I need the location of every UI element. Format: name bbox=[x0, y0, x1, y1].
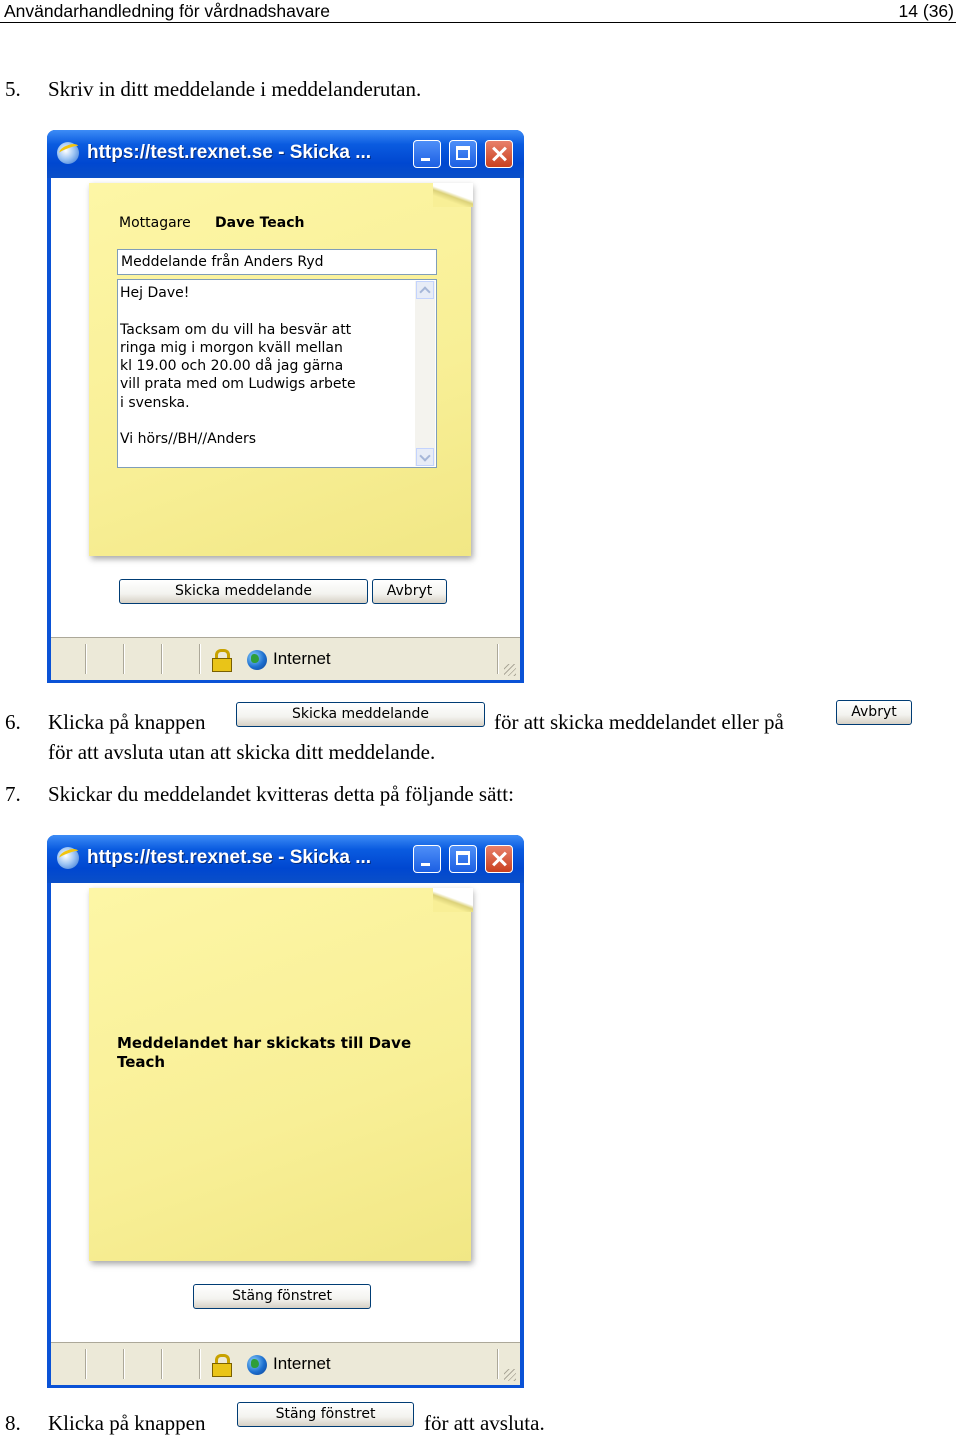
window-content bbox=[51, 883, 520, 1342]
window-title: https://test.rexnet.se - Skicka ... bbox=[87, 847, 372, 868]
status-bar bbox=[51, 637, 520, 680]
lock-icon bbox=[211, 1354, 231, 1374]
scroll-up-icon[interactable] bbox=[416, 281, 434, 299]
close-button[interactable] bbox=[485, 140, 513, 168]
send-message-button[interactable]: Skicka meddelande bbox=[119, 579, 368, 604]
subject-input[interactable]: Meddelande från Anders Ryd bbox=[117, 249, 437, 275]
step-7-number: 7. bbox=[5, 782, 21, 806]
resize-grip-icon[interactable] bbox=[504, 1369, 516, 1381]
step-5-text: Skriv in ditt meddelande i meddelanderutan. bbox=[48, 77, 422, 101]
cancel-button-inline: Avbryt bbox=[836, 700, 912, 725]
page-number: 14 (36) bbox=[898, 1, 954, 21]
step-6-text-b: för att skicka meddelandet eller på bbox=[494, 710, 784, 734]
sent-confirmation-text: Meddelandet har skickats till Dave Teach bbox=[117, 1034, 412, 1071]
send-message-button-inline: Skicka meddelande bbox=[236, 702, 485, 727]
sticky-note bbox=[89, 183, 471, 556]
globe-icon bbox=[247, 650, 267, 670]
page-header bbox=[0, 0, 956, 23]
minimize-button[interactable] bbox=[413, 140, 441, 168]
maximize-button[interactable] bbox=[449, 845, 477, 873]
step-8-text-b: för att avsluta. bbox=[424, 1411, 545, 1435]
close-window-button-inline: Stäng fönstret bbox=[237, 1402, 414, 1427]
lock-icon bbox=[211, 649, 231, 669]
zone-label: Internet bbox=[273, 649, 331, 668]
title-bar[interactable] bbox=[47, 835, 524, 883]
recipient-label: Mottagare bbox=[119, 215, 191, 231]
step-5-number: 5. bbox=[5, 77, 21, 101]
recipient-name: Dave Teach bbox=[215, 215, 305, 231]
close-button[interactable] bbox=[485, 845, 513, 873]
ie-icon bbox=[57, 142, 79, 164]
step-8-text-a: Klicka på knappen bbox=[48, 1411, 206, 1435]
step-6-number: 6. bbox=[5, 710, 21, 734]
message-textarea[interactable] bbox=[117, 279, 437, 468]
window-content bbox=[51, 178, 520, 637]
step-6-text-c: för att avsluta utan att skicka ditt meddelande. bbox=[48, 740, 436, 764]
step-6-text-a: Klicka på knappen bbox=[48, 710, 206, 734]
window-title: https://test.rexnet.se - Skicka ... bbox=[87, 142, 372, 163]
title-bar[interactable] bbox=[47, 130, 524, 178]
document-title: Användarhandledning för vårdnadshavare bbox=[4, 1, 330, 21]
scroll-down-icon[interactable] bbox=[416, 448, 434, 466]
globe-icon bbox=[247, 1355, 267, 1375]
step-7-text: Skickar du meddelandet kvitteras detta på följande sätt: bbox=[48, 782, 514, 806]
minimize-button[interactable] bbox=[413, 845, 441, 873]
scrollbar[interactable] bbox=[415, 281, 435, 466]
close-window-button[interactable]: Stäng fönstret bbox=[193, 1284, 371, 1309]
compose-window bbox=[47, 130, 524, 683]
sticky-note bbox=[89, 888, 471, 1261]
resize-grip-icon[interactable] bbox=[504, 664, 516, 676]
confirmation-window bbox=[47, 835, 524, 1388]
ie-icon bbox=[57, 847, 79, 869]
message-text: Hej Dave! Tacksam om du vill ha besvär att ringa mig i morgon kväll mellan kl 19.00 och 20.00 då jag gärna vill prata med om Ludwigs arbete i svenska. Vi hörs//BH//Anders bbox=[120, 285, 356, 448]
step-8-number: 8. bbox=[5, 1411, 21, 1435]
status-bar bbox=[51, 1342, 520, 1385]
cancel-button[interactable]: Avbryt bbox=[372, 579, 447, 604]
zone-label: Internet bbox=[273, 1354, 331, 1373]
maximize-button[interactable] bbox=[449, 140, 477, 168]
